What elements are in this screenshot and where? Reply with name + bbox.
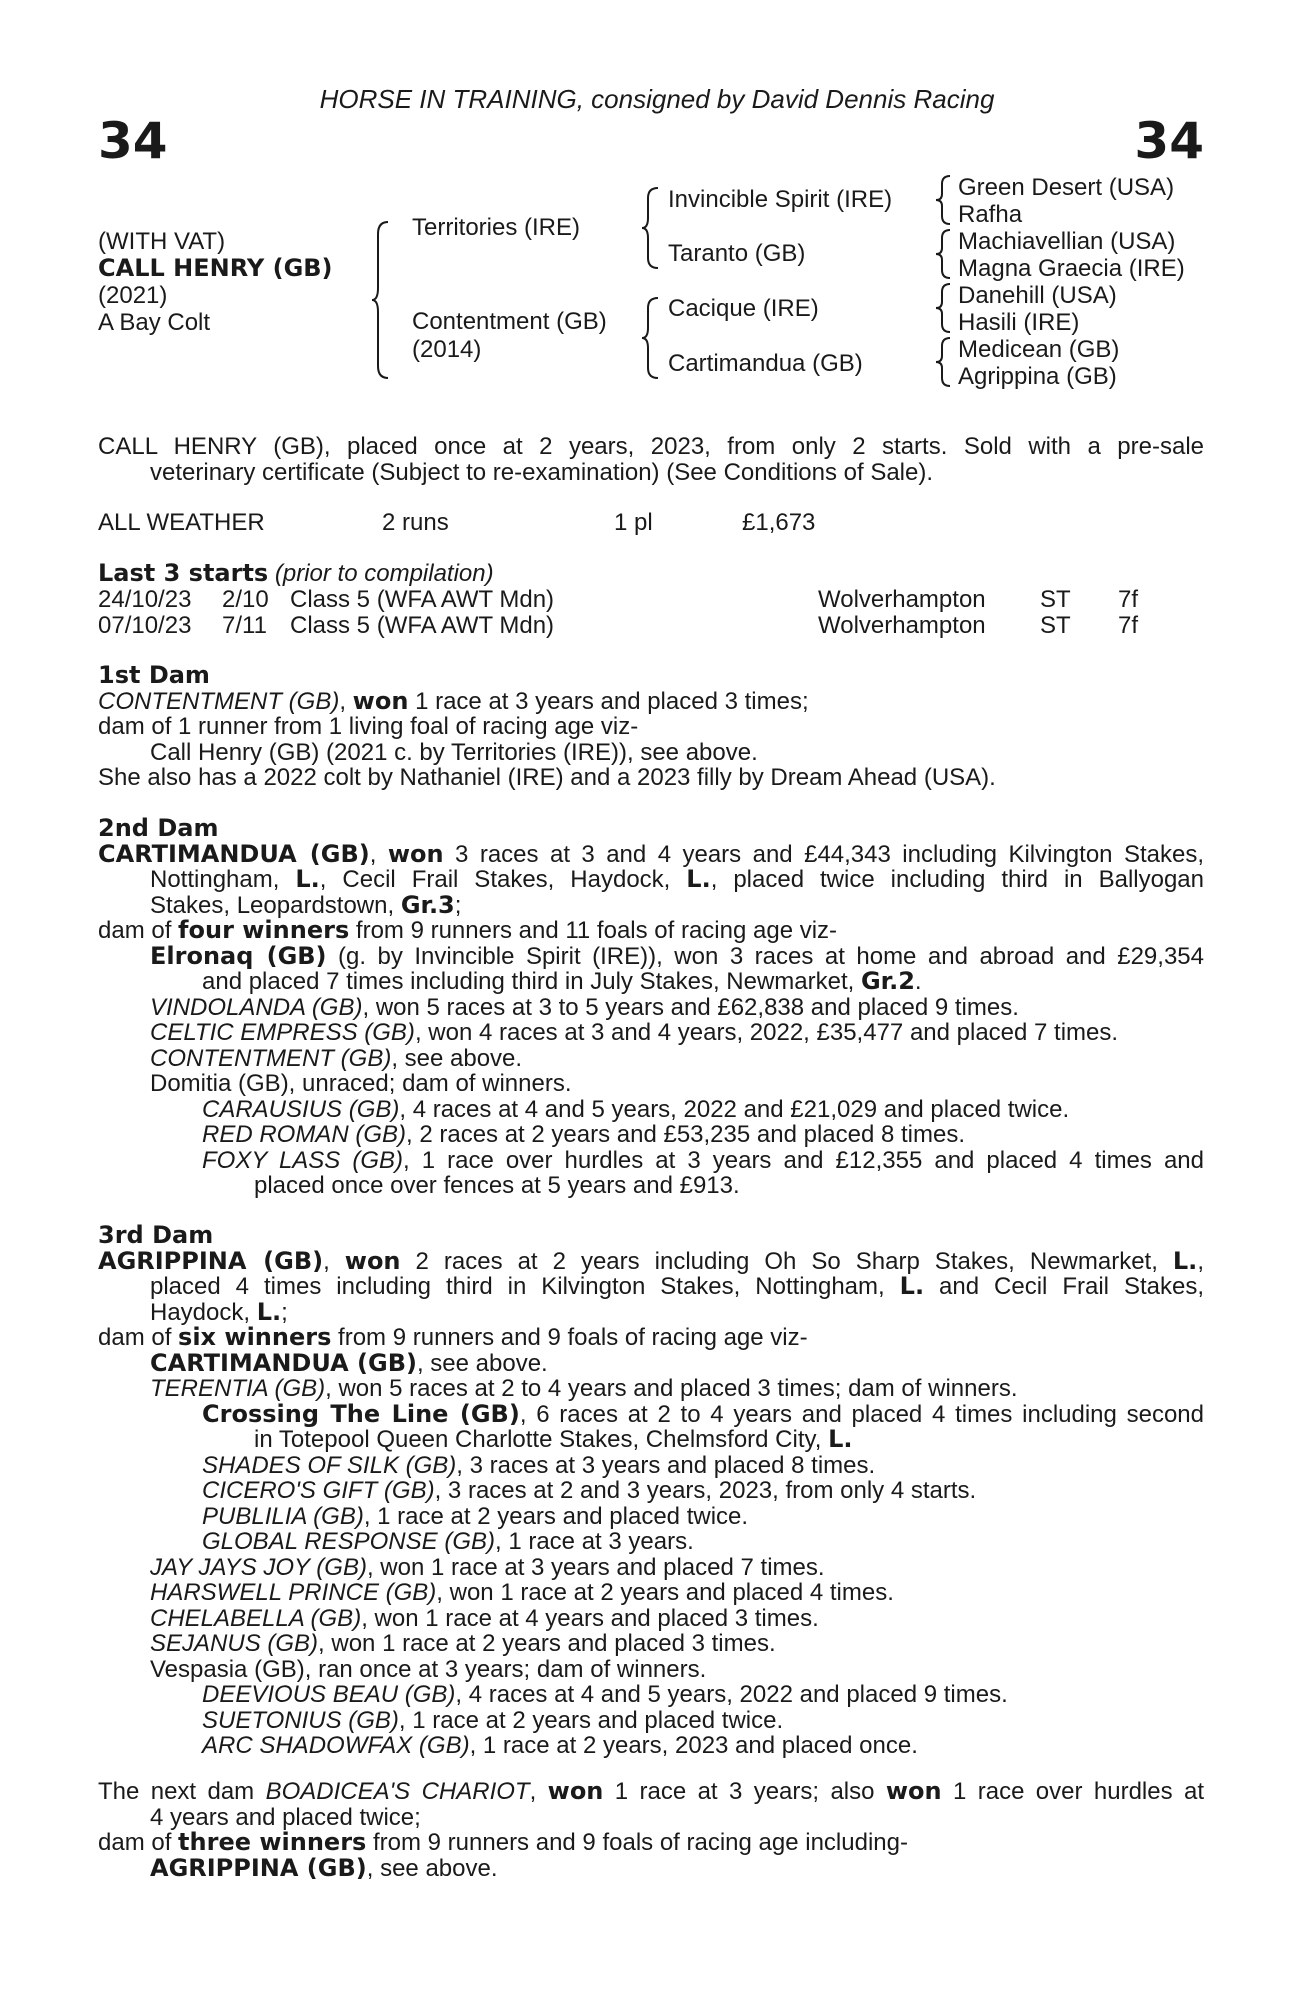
progeny-record: , 2 races at 2 years and £53,235 and placed 8 times. <box>406 1121 966 1148</box>
first-dam-line-2: dam of 1 runner from 1 living foal of racing age viz- <box>98 713 639 740</box>
pedigree-brace-dam <box>640 296 662 380</box>
start-position: 7/11 <box>222 611 267 639</box>
pedigree-dam-dam: Cartimandua (GB) <box>668 350 863 377</box>
third-dam-line-6 <box>98 1376 1204 1402</box>
summary-line-1: CALL HENRY (GB), placed once at 2 years, 2023, from only 2 starts. Sold with a pre-sale <box>98 433 1204 460</box>
start-race: Class 5 (WFA AWT Mdn) <box>290 611 555 639</box>
text: ; <box>281 1298 288 1326</box>
separator: , <box>369 840 388 868</box>
progeny-name: CARTIMANDUA (GB) <box>150 1348 417 1377</box>
pedigree-dam: Contentment (GB) <box>412 308 607 335</box>
lot-number-left: 34 <box>98 112 168 170</box>
progeny-record: , 1 race at 2 years and placed twice. <box>363 1502 749 1530</box>
pedigree-brace-sire <box>640 186 662 270</box>
start-distance: 7f <box>1118 611 1139 639</box>
third-dam-line-13 <box>98 1555 1204 1581</box>
winners-count: six winners <box>178 1323 332 1351</box>
first-dam-section <box>98 663 1204 791</box>
record-placed: 1 pl <box>614 509 653 536</box>
start-race: Class 5 (WFA AWT Mdn) <box>290 586 555 613</box>
progeny-name: HARSWELL PRINCE (GB) <box>150 1579 437 1606</box>
progeny-record: , 1 race over hurdles at 3 years and £12,355 and placed 4 times and <box>403 1146 1204 1174</box>
last-starts-heading: Last 3 starts <box>98 559 269 587</box>
horse-year: (2021) <box>98 282 168 309</box>
start-date: 07/10/23 <box>98 611 192 639</box>
text: in Totepool Queen Charlotte Stakes, Chelmsford City, <box>254 1426 829 1453</box>
progeny-record: , 1 race at 2 years, 2023 and placed once. <box>469 1732 918 1759</box>
winners-count: four winners <box>178 916 350 944</box>
progeny-name: Crossing The Line (GB) <box>202 1399 520 1428</box>
pedigree-brace-g1 <box>934 174 954 226</box>
horse-name: CALL HENRY (GB) <box>98 254 333 282</box>
second-dam-line-11 <box>98 1097 1204 1123</box>
progeny-name: CICERO'S GIFT (GB) <box>202 1477 435 1504</box>
progeny-record: , 1 race at 3 years. <box>494 1528 694 1555</box>
first-dam-line-1 <box>98 686 1204 715</box>
dam-name: AGRIPPINA (GB) <box>98 1246 324 1275</box>
table-row <box>98 613 1198 639</box>
second-dam-line-13 <box>98 1148 1204 1174</box>
third-dam-line-19 <box>98 1708 1204 1734</box>
text: from 9 runners and 11 foals of racing age viz- <box>349 917 838 944</box>
third-dam-line-7 <box>98 1399 1204 1428</box>
text: ; <box>454 891 462 919</box>
text: , placed twice including third in Ballyogan <box>710 866 1204 893</box>
listed-label: L. <box>295 865 320 893</box>
second-dam-line-14: placed once over fences at 5 years and £913. <box>254 1172 740 1199</box>
second-dam-line-6 <box>98 969 1204 995</box>
second-dam-line-2 <box>98 867 1204 893</box>
pedigree-sire-dam: Taranto (GB) <box>668 240 806 267</box>
progeny-name: RED ROMAN (GB) <box>202 1121 406 1148</box>
dam-name: CARTIMANDUA (GB) <box>98 839 370 868</box>
third-dam-heading: 3rd Dam <box>98 1221 214 1249</box>
text: 1 race over hurdles at <box>941 1778 1204 1805</box>
text: dam of <box>98 1829 179 1856</box>
second-dam-heading: 2nd Dam <box>98 814 219 842</box>
summary <box>98 434 1204 485</box>
second-dam-line-3 <box>98 890 1204 919</box>
third-dam-line-8 <box>98 1427 1204 1453</box>
progeny-record: , won 1 race at 4 years and placed 3 times. <box>361 1604 819 1632</box>
pedigree-sire-sire: Invincible Spirit (IRE) <box>668 186 893 213</box>
progeny-name: CHELABELLA (GB) <box>150 1604 362 1632</box>
summary-line-2: veterinary certificate (Subject to re-examination) (See Conditions of Sale). <box>150 458 934 486</box>
listed-label: L. <box>686 865 711 893</box>
won-label: won <box>352 686 409 715</box>
progeny-record: , 3 races at 3 years and placed 8 times. <box>456 1451 876 1479</box>
separator: , <box>323 1247 345 1275</box>
first-dam-line-3: Call Henry (GB) (2021 c. by Territories (IRE)), see above. <box>150 738 758 766</box>
lot-number-right: 34 <box>1134 112 1204 170</box>
pedigree-g2: Rafha <box>958 201 1023 228</box>
pedigree-g5: Danehill (USA) <box>958 282 1117 309</box>
separator: , <box>339 687 353 715</box>
progeny-record: , won 5 races at 3 to 5 years and £62,838 and placed 9 times. <box>362 993 1019 1021</box>
page-header-title: HORSE IN TRAINING, consigned by David Dennis Racing <box>319 84 995 114</box>
progeny-name: SUETONIUS (GB) <box>202 1706 399 1734</box>
progeny-record: , see above. <box>366 1854 498 1882</box>
text: from 9 runners and 9 foals of racing age including- <box>366 1829 908 1856</box>
pedigree-brace-g4 <box>934 336 954 388</box>
third-dam-line-2 <box>98 1274 1204 1300</box>
third-dam-line-20 <box>98 1733 1204 1759</box>
next-dam-line-3 <box>98 1830 1204 1856</box>
first-dam-line-4: She also has a 2022 colt by Nathaniel (IRE) and a 2023 filly by Dream Ahead (USA). <box>98 764 996 791</box>
pedigree-g3: Machiavellian (USA) <box>958 228 1176 255</box>
winners-count: three winners <box>178 1828 367 1856</box>
start-going: ST <box>1040 611 1071 639</box>
text: Nottingham, <box>150 866 296 893</box>
third-dam-line-12 <box>98 1529 1204 1555</box>
last-starts-table <box>98 587 1198 638</box>
pedigree-g1: Green Desert (USA) <box>958 174 1175 201</box>
third-dam-line-10 <box>98 1478 1204 1504</box>
listed-label: L. <box>828 1425 853 1453</box>
progeny-name: CONTENTMENT (GB) <box>150 1044 392 1072</box>
pedigree-brace-g2 <box>934 228 954 280</box>
group-label: Gr.2 <box>860 967 915 995</box>
text: and placed 7 times including third in July Stakes, Newmarket, <box>202 968 861 995</box>
third-dam-section <box>98 1223 1204 1759</box>
progeny-record: , 3 races at 2 and 3 years, 2023, from only 4 starts. <box>434 1477 977 1504</box>
progeny-record: , won 1 race at 3 years and placed 7 times. <box>366 1553 825 1581</box>
third-dam-line-14 <box>98 1580 1204 1606</box>
progeny-record: , 4 races at 4 and 5 years, 2022 and £21,029 and placed twice. <box>399 1095 1070 1123</box>
third-dam-line-18 <box>98 1682 1204 1708</box>
progeny-record: , won 1 race at 2 years and placed 3 times. <box>318 1630 776 1657</box>
pedigree-g6: Hasili (IRE) <box>958 309 1080 336</box>
text: . <box>914 968 922 995</box>
text: 1 race at 3 years; also <box>603 1778 886 1805</box>
pedigree-sire: Territories (IRE) <box>412 214 581 241</box>
progeny-name: GLOBAL RESPONSE (GB) <box>202 1528 495 1555</box>
listed-label: L. <box>256 1297 282 1326</box>
start-going: ST <box>1040 586 1071 613</box>
record-runs: 2 runs <box>382 509 449 536</box>
pedigree-brace-main <box>370 220 394 380</box>
text: , <box>1197 1247 1204 1275</box>
pedigree-dam-year: (2014) <box>412 336 482 363</box>
second-dam-line-4 <box>98 918 1204 944</box>
progeny-name: DEEVIOUS BEAU (GB) <box>202 1681 456 1708</box>
pedigree-g8: Agrippina (GB) <box>958 363 1117 390</box>
first-dam-heading: 1st Dam <box>98 661 210 689</box>
progeny-name: PUBLILIA (GB) <box>202 1502 364 1530</box>
text: , Cecil Frail Stakes, Haydock, <box>319 866 687 893</box>
third-dam-line-9 <box>98 1453 1204 1479</box>
pedigree-g7: Medicean (GB) <box>958 336 1120 363</box>
progeny-name: AGRIPPINA (GB) <box>150 1853 367 1882</box>
horse-description: A Bay Colt <box>98 309 211 336</box>
last-starts-heading-line <box>98 561 494 587</box>
next-dam-line-4 <box>98 1853 1204 1882</box>
progeny-record: , 4 races at 4 and 5 years, 2022 and placed 9 times. <box>455 1681 1008 1708</box>
progeny-name: CARAUSIUS (GB) <box>202 1095 400 1123</box>
progeny-record: , see above. <box>391 1044 523 1072</box>
won-label: won <box>885 1777 942 1805</box>
dam-name: CONTENTMENT (GB) <box>98 687 340 715</box>
record-earnings: £1,673 <box>742 509 816 536</box>
separator: , <box>529 1778 548 1805</box>
second-dam-line-5 <box>98 941 1204 970</box>
pedigree-brace-g3 <box>934 282 954 334</box>
text: Stakes, Leopardstown, <box>150 891 401 919</box>
listed-label: L. <box>1172 1246 1198 1275</box>
horse-vat: (WITH VAT) <box>98 228 226 255</box>
last-starts-note: (prior to compilation) <box>274 560 494 587</box>
progeny-name: ARC SHADOWFAX (GB) <box>202 1732 470 1759</box>
progeny-name: VINDOLANDA (GB) <box>150 993 363 1021</box>
third-dam-line-16 <box>98 1631 1204 1657</box>
listed-label: L. <box>899 1272 925 1300</box>
won-label: won <box>344 1246 401 1275</box>
progeny-record: (g. by Invincible Spirit (IRE)), won 3 races at home and abroad and £29,354 <box>326 942 1204 970</box>
text: dam of <box>98 917 179 944</box>
start-course: Wolverhampton <box>818 586 986 613</box>
dam-record: 3 races at 3 and 4 years and £44,343 including Kilvington Stakes, <box>443 840 1205 868</box>
progeny-name: Elronaq (GB) <box>150 941 327 970</box>
pedigree-dam-sire: Cacique (IRE) <box>668 295 819 322</box>
text: The next dam <box>98 1778 266 1805</box>
next-dam-line-1 <box>98 1779 1204 1805</box>
won-label: won <box>547 1777 604 1805</box>
start-date: 24/10/23 <box>98 586 192 613</box>
text: placed 4 times including third in Kilvington Stakes, Nottingham, <box>150 1273 900 1300</box>
progeny-name: TERENTIA (GB) <box>150 1375 326 1402</box>
progeny-record: , see above. <box>416 1349 548 1377</box>
table-row <box>98 587 1198 613</box>
won-label: won <box>387 839 444 868</box>
start-distance: 7f <box>1118 586 1139 613</box>
progeny-record: , won 5 races at 2 to 4 years and placed 3 times; dam of winners. <box>325 1375 1018 1402</box>
progeny-name: SHADES OF SILK (GB) <box>202 1451 457 1479</box>
third-dam-line-11 <box>98 1504 1204 1530</box>
group-label: Gr.3 <box>400 890 455 919</box>
text: Haydock, <box>150 1298 257 1326</box>
dam-name: BOADICEA'S CHARIOT <box>265 1778 530 1805</box>
progeny-record: , 1 race at 2 years and placed twice. <box>398 1706 784 1734</box>
second-dam-section <box>98 816 1204 1199</box>
progeny-record: , won 1 race at 2 years and placed 4 times. <box>436 1579 894 1606</box>
second-dam-line-10: Domitia (GB), unraced; dam of winners. <box>150 1070 572 1097</box>
start-course: Wolverhampton <box>818 611 986 639</box>
text: dam of <box>98 1324 179 1351</box>
progeny-name: CELTIC EMPRESS (GB) <box>150 1019 415 1046</box>
pedigree-g4: Magna Graecia (IRE) <box>958 255 1185 282</box>
progeny-record: , won 4 races at 3 and 4 years, 2022, £35,477 and placed 7 times. <box>414 1019 1119 1046</box>
third-dam-line-15 <box>98 1606 1204 1632</box>
start-position: 2/10 <box>222 586 269 613</box>
next-dam-section <box>98 1779 1204 1881</box>
second-dam-line-1 <box>98 839 1205 868</box>
text: 2 races at 2 years including Oh So Sharp Stakes, Newmarket, <box>400 1247 1173 1275</box>
next-dam-line-2: 4 years and placed twice; <box>150 1803 421 1831</box>
second-dam-line-9 <box>98 1046 1204 1072</box>
progeny-name: FOXY LASS (GB) <box>202 1146 404 1174</box>
progeny-record: , 6 races at 2 to 4 years and placed 4 times including second <box>519 1400 1204 1428</box>
second-dam-line-8 <box>98 1020 1204 1046</box>
third-dam-line-4 <box>98 1325 1204 1351</box>
third-dam-line-1 <box>98 1246 1204 1275</box>
text: and Cecil Frail Stakes, <box>924 1273 1205 1300</box>
record-surface: ALL WEATHER <box>98 509 265 536</box>
dam-record: 1 race at 3 years and placed 3 times; <box>408 687 809 715</box>
second-dam-line-12 <box>98 1122 1204 1148</box>
third-dam-line-3 <box>98 1297 1204 1326</box>
second-dam-line-7 <box>98 995 1204 1021</box>
progeny-name: SEJANUS (GB) <box>150 1630 319 1657</box>
third-dam-line-5 <box>98 1348 1204 1377</box>
progeny-name: JAY JAYS JOY (GB) <box>150 1553 367 1581</box>
text: from 9 runners and 9 foals of racing age viz- <box>331 1324 808 1351</box>
third-dam-line-17: Vespasia (GB), ran once at 3 years; dam of winners. <box>150 1655 707 1683</box>
